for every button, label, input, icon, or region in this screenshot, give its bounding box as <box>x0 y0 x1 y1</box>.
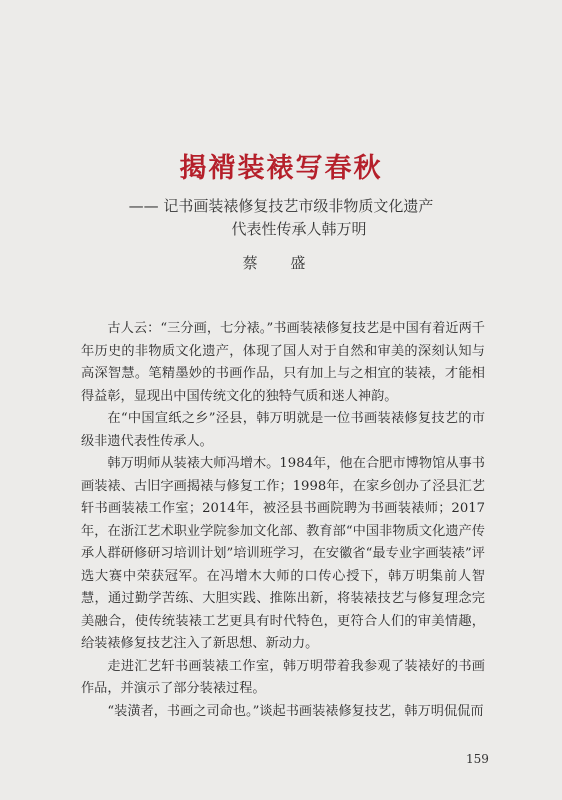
article-title: 揭褙装裱写春秋 <box>179 153 383 184</box>
body-paragraph: 走进汇艺轩书画装裱工作室，韩万明带着我参观了装裱好的书画作品，并演示了部分装裱过程。 <box>81 658 485 696</box>
body-paragraph: 在“中国宣纸之乡”泾县，韩万明就是一位书画装裱修复技艺的市级非遗代表性传承人。 <box>81 411 485 449</box>
article-subtitle-line-1: —— 记书画装裱修复技艺市级非物质文化遗产 <box>128 197 434 215</box>
body-paragraph: 古人云：“三分画，七分裱。”书画装裱修复技艺是中国有着近两千年历史的非物质文化遗产，体现了国人对于自然和审美的深刻认知与高深智慧。笔精墨妙的书画作品，只有加上与之相宜的装裱，才能相得益彰，显现出中国传统文化的独特气质和迷人神韵。 <box>81 321 485 404</box>
body-paragraph: 韩万明师从装裱大师冯增木。1984年，他在合肥市博物馆从事书画装裱、古旧字画揭裱与修复工作；1998年，在家乡创办了泾县汇艺轩书画装裱工作室；2014年，被泾县书画院聘为书画装裱师；2017年，在浙江艺术职业学院参加文化部、教育部“中国非物质文化遗产传承人群研修研习培训计划”培训班学习，在安徽省“最专业字画装裱”评选大赛中荣获冠军。在冯增木大师的口传心授下，韩万明集前人智慧，通过勤学苦练、大胆实践、推陈出新，将装裱技艺与修复理念完美融合，使传统装裱工艺更具有时代特色，更符合人们的审美情趣，给装裱修复技艺注入了新思想、新动力。 <box>81 456 485 651</box>
article-body <box>81 318 485 723</box>
article-subtitle-line-2: 代表性传承人韩万明 <box>231 220 367 238</box>
page-number: 159 <box>466 752 489 766</box>
body-paragraph: “装潢者，书画之司命也。”谈起书画装裱修复技艺，韩万明侃侃而 <box>107 703 484 719</box>
article-author: 蔡 盛 <box>242 254 320 272</box>
